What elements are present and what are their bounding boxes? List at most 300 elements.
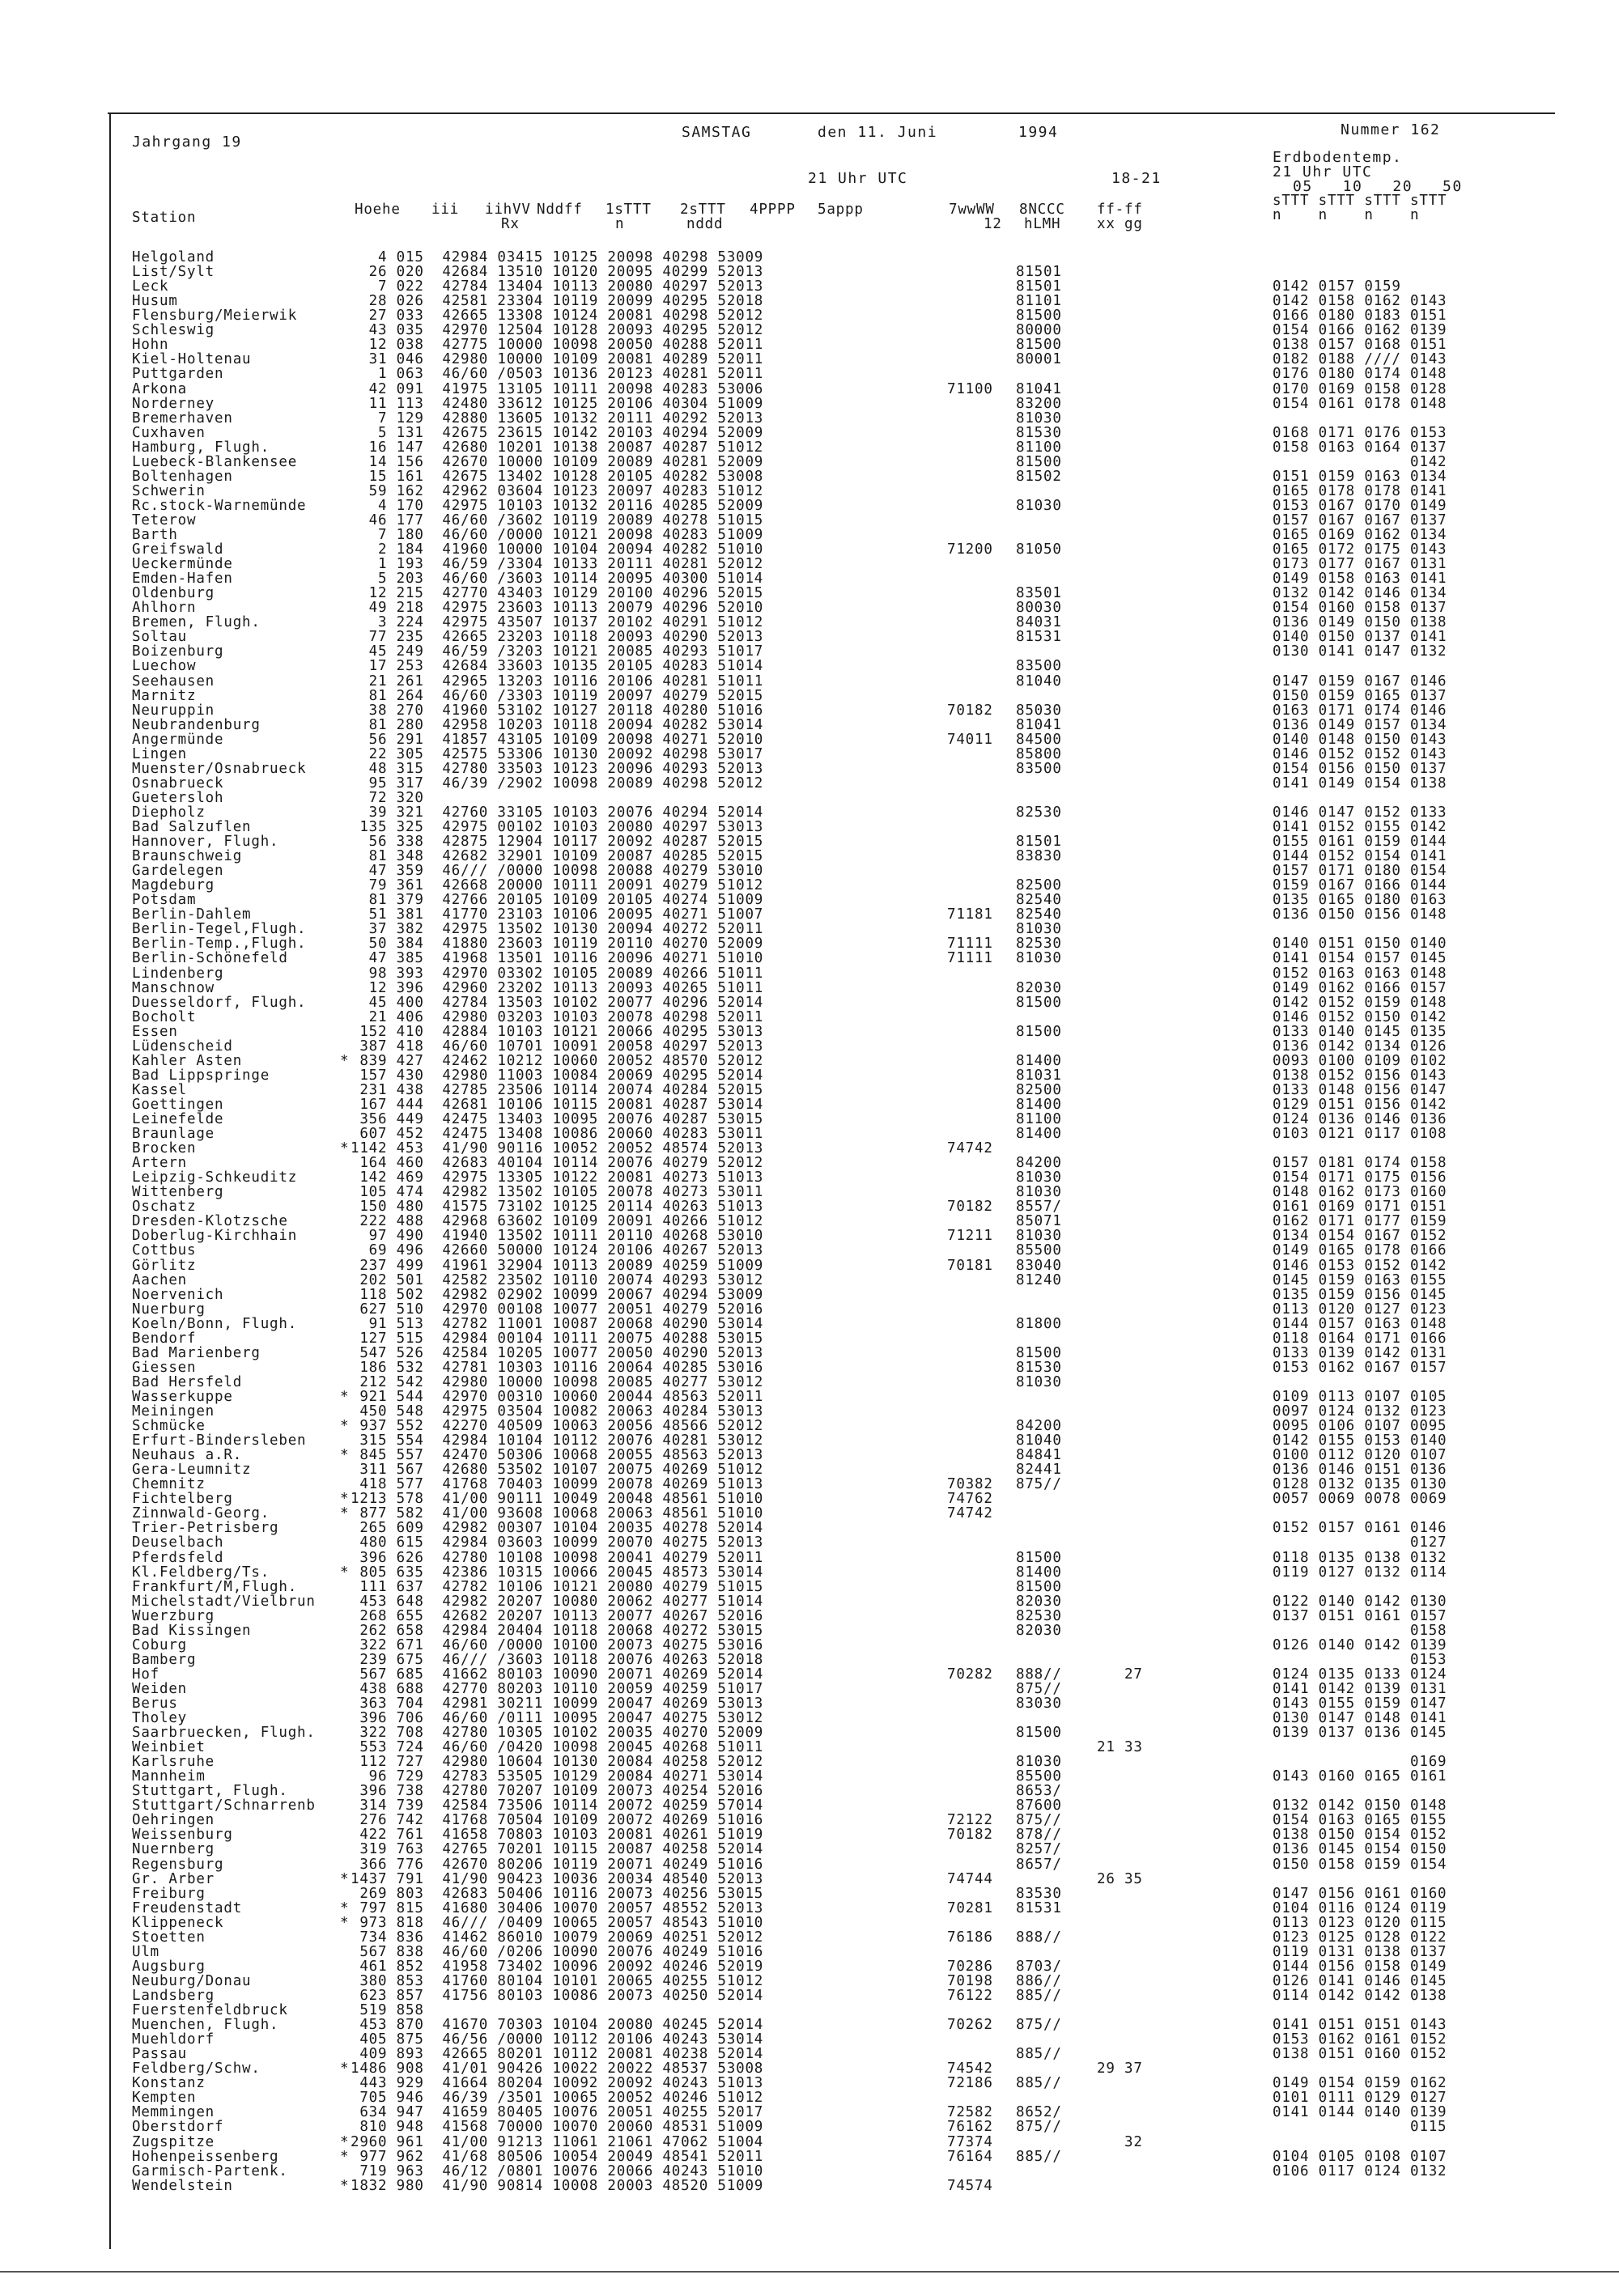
table-row xyxy=(0,382,1619,397)
synop-groups: 567 685 41662 80103 10090 20071 40269 52014 xyxy=(351,1666,764,1683)
soil-temperatures: 0128 0132 0135 0130 xyxy=(1273,1476,1447,1493)
station-name: Landsberg xyxy=(132,1988,215,2004)
soil-temperatures: 0106 0117 0124 0132 xyxy=(1273,2162,1447,2179)
soil-temperatures: 0124 0135 0133 0124 xyxy=(1273,1666,1447,1683)
soil-time: 21 Uhr UTC xyxy=(1273,163,1373,180)
table-row xyxy=(0,1390,1619,1404)
station-name: Stoetten xyxy=(132,1929,206,1946)
synop-groups: 519 858 xyxy=(351,2002,424,2018)
soil-temperatures: 0165 0169 0162 0134 xyxy=(1273,527,1447,543)
table-row xyxy=(0,1959,1619,1974)
station-name: Ahlhorn xyxy=(132,600,197,617)
synop-groups: 50 384 41880 23603 10119 20110 40270 52009 xyxy=(351,936,764,953)
table-row xyxy=(0,1185,1619,1199)
cloud-group: 8557/ xyxy=(1016,1199,1062,1216)
station-name: Goettingen xyxy=(132,1096,224,1113)
station-name: Weiden xyxy=(132,1680,188,1697)
cloud-group: 83200 xyxy=(1016,395,1062,412)
synop-groups: 810 948 41568 70000 10070 20060 48531 51009 xyxy=(351,2119,764,2136)
soil-temperatures: 0144 0157 0163 0148 xyxy=(1273,1315,1447,1332)
station-name: Gr. Arber xyxy=(132,1870,215,1887)
synop-groups: 634 947 41659 80405 10076 20051 40255 52017 xyxy=(351,2104,764,2121)
station-name: Aachen xyxy=(132,1271,188,1288)
synop-groups: 14 156 42670 10000 10109 20089 40281 52009 xyxy=(351,453,764,470)
soil-temperatures: 0157 0171 0180 0154 xyxy=(1273,863,1447,880)
table-row xyxy=(0,1433,1619,1448)
station-name: Neubrandenburg xyxy=(132,716,261,733)
soil-temperatures: 0138 0150 0154 0152 xyxy=(1273,1827,1447,1844)
station-name: Bad Lippspringe xyxy=(132,1067,270,1084)
table-row xyxy=(0,1682,1619,1696)
synop-groups: 2960 961 41/00 91213 11061 21061 47062 51004 xyxy=(351,2133,764,2150)
table-row xyxy=(0,1097,1619,1112)
soil-temperatures: 0144 0152 0154 0141 xyxy=(1273,848,1447,865)
synop-groups: 607 452 42475 13408 10086 20060 40283 53011 xyxy=(351,1126,764,1142)
synop-groups: 112 727 42980 10604 10130 20084 40258 52012 xyxy=(351,1754,764,1771)
station-name: Hamburg, Flugh. xyxy=(132,439,270,456)
synop-groups: 56 338 42875 12904 10117 20092 40287 52015 xyxy=(351,834,764,850)
soil-temperatures: 0153 0167 0170 0149 xyxy=(1273,497,1447,514)
synop-groups: 845 557 42470 50306 10068 20055 48563 52013 xyxy=(351,1447,764,1464)
table-row xyxy=(0,2179,1619,2193)
synop-groups: 222 488 42968 63602 10109 20091 40266 51012 xyxy=(351,1213,764,1230)
synop-groups: 15 161 42675 13402 10128 20105 40282 53008 xyxy=(351,468,764,485)
weather-group: 74742 xyxy=(947,1140,993,1156)
synop-groups: 269 803 42683 50406 10116 20073 40256 53015 xyxy=(351,1885,764,1902)
elevated-marker: * xyxy=(340,1564,350,1581)
synop-groups: 127 515 42984 00104 10111 20075 40288 53015 xyxy=(351,1330,764,1347)
synop-groups: 212 542 42980 10000 10098 20085 40277 53012 xyxy=(351,1373,764,1390)
station-name: Dresden-Klotzsche xyxy=(132,1213,288,1230)
weather-group: 74011 xyxy=(947,731,993,748)
cloud-group: 82530 xyxy=(1016,936,1062,953)
soil-temperatures: 0104 0116 0124 0119 xyxy=(1273,1899,1447,1916)
station-name: Lindenberg xyxy=(132,965,224,982)
soil-temperatures: 0097 0124 0132 0123 xyxy=(1273,1403,1447,1420)
soil-temperatures: 0154 0161 0178 0148 xyxy=(1273,395,1447,412)
cloud-group: 81400 xyxy=(1016,1052,1062,1069)
soil-temperatures: 0138 0157 0168 0151 xyxy=(1273,337,1447,354)
table-row xyxy=(0,2018,1619,2032)
synop-groups: 167 444 42681 10106 10115 20081 40287 53014 xyxy=(351,1096,764,1113)
cloud-group: 81240 xyxy=(1016,1271,1062,1288)
soil-temperatures: 0140 0151 0150 0140 xyxy=(1273,936,1447,953)
cloud-group: 81101 xyxy=(1016,293,1062,310)
cloud-group: 81530 xyxy=(1016,424,1062,441)
table-row xyxy=(0,674,1619,689)
table-row xyxy=(0,1916,1619,1930)
cloud-group: 80001 xyxy=(1016,351,1062,368)
soil-temperatures: 0168 0171 0176 0153 xyxy=(1273,424,1447,441)
soil-temperatures: 0119 0127 0132 0114 xyxy=(1273,1564,1447,1581)
soil-temperatures: 0173 0177 0167 0131 xyxy=(1273,556,1447,572)
station-name: Puttgarden xyxy=(132,366,224,383)
station-name: Nuernberg xyxy=(132,1841,215,1858)
wind-gust-group: 26 35 xyxy=(1097,1870,1143,1887)
soil-temperatures: 0114 0142 0142 0138 xyxy=(1273,1988,1447,2004)
synop-groups: 734 836 41462 86010 10079 20069 40251 52012 xyxy=(351,1929,764,1946)
cloud-group: 81100 xyxy=(1016,1111,1062,1127)
synop-groups: 38 270 41960 53102 10127 20118 40280 51016 xyxy=(351,702,764,719)
soil-temperatures: 0148 0162 0173 0160 xyxy=(1273,1184,1447,1201)
soil-temperatures: 0124 0136 0146 0136 xyxy=(1273,1111,1447,1127)
station-name: Braunschweig xyxy=(132,848,243,865)
soil-temperatures: 0142 0157 0159 xyxy=(1273,278,1401,295)
station-name: Diepholz xyxy=(132,804,206,821)
station-name: Leck xyxy=(132,278,169,295)
table-row xyxy=(0,1346,1619,1360)
station-name: Görlitz xyxy=(132,1257,197,1274)
station-name: Muenchen, Flugh. xyxy=(132,2017,279,2034)
station-name: Leinefelde xyxy=(132,1111,224,1127)
table-row xyxy=(0,250,1619,265)
soil-temperatures: 0146 0152 0152 0143 xyxy=(1273,745,1447,762)
weather-group: 74742 xyxy=(947,1505,993,1522)
station-name: Hannover, Flugh. xyxy=(132,834,279,850)
table-row xyxy=(0,586,1619,601)
elevated-marker: * xyxy=(340,1870,350,1887)
station-name: Angermünde xyxy=(132,731,224,748)
synop-groups: 1213 578 41/00 90111 10049 20048 48561 51010 xyxy=(351,1491,764,1508)
station-name: Wasserkuppe xyxy=(132,1388,233,1405)
table-row xyxy=(0,1156,1619,1170)
soil-temperatures: 0123 0125 0128 0122 xyxy=(1273,1929,1447,1946)
station-name: Erfurt-Bindersleben xyxy=(132,1432,307,1449)
station-name: Soltau xyxy=(132,629,188,646)
station-name: Berlin-Temp.,Flugh. xyxy=(132,936,307,953)
synop-groups: 311 567 42680 53502 10107 20075 40269 51012 xyxy=(351,1462,764,1479)
soil-temperatures: 0140 0150 0137 0141 xyxy=(1273,629,1447,646)
weather-group: 74542 xyxy=(947,2060,993,2077)
soil-temperatures: 0159 0167 0166 0144 xyxy=(1273,877,1447,894)
table-row xyxy=(0,1988,1619,2003)
cloud-group: 84841 xyxy=(1016,1447,1062,1464)
table-row xyxy=(0,1404,1619,1419)
weather-group: 71181 xyxy=(947,906,993,923)
cloud-group: 81030 xyxy=(1016,1169,1062,1186)
soil-temperatures: 0145 0159 0163 0155 xyxy=(1273,1271,1447,1288)
cloud-group: 82540 xyxy=(1016,906,1062,923)
station-name: Berus xyxy=(132,1695,178,1712)
soil-temperatures: 0149 0162 0166 0157 xyxy=(1273,979,1447,996)
synop-groups: 387 418 46/60 10701 10091 20058 40297 52013 xyxy=(351,1038,764,1055)
synop-groups: 157 430 42980 11003 10084 20069 40295 52014 xyxy=(351,1067,764,1084)
station-name: Hohenpeissenberg xyxy=(132,2148,279,2165)
date-label: den 11. Juni xyxy=(818,124,938,141)
station-name: Helgoland xyxy=(132,249,215,265)
station-name: Cuxhaven xyxy=(132,424,206,441)
synop-groups: 49 218 42975 23603 10113 20079 40296 52010 xyxy=(351,600,764,617)
weather-group: 70198 xyxy=(947,1972,993,1989)
table-row xyxy=(0,2061,1619,2076)
cloud-group: 82530 xyxy=(1016,1607,1062,1624)
station-name: Marnitz xyxy=(132,687,197,704)
station-name: Klippeneck xyxy=(132,1914,224,1931)
synop-groups: 97 490 41940 13502 10111 20110 40268 53010 xyxy=(351,1228,764,1245)
table-row xyxy=(0,1214,1619,1229)
station-name: Bamberg xyxy=(132,1651,197,1668)
table-row xyxy=(0,2164,1619,2179)
table-row xyxy=(0,1054,1619,1068)
cloud-group: 82030 xyxy=(1016,1622,1062,1639)
cloud-group: 81040 xyxy=(1016,673,1062,690)
table-row xyxy=(0,762,1619,776)
elevated-marker: * xyxy=(340,1447,350,1464)
soil-temperatures: 0154 0160 0158 0137 xyxy=(1273,600,1447,617)
station-name: Zugspitze xyxy=(132,2133,215,2150)
synop-groups: 237 499 41961 32904 10113 20089 40259 51009 xyxy=(351,1257,764,1274)
station-name: Oehringen xyxy=(132,1812,215,1829)
station-name: Norderney xyxy=(132,395,215,412)
station-name: Ulm xyxy=(132,1943,160,1960)
soil-temperatures: 0166 0180 0183 0151 xyxy=(1273,308,1447,325)
elevated-marker: * xyxy=(340,1491,350,1508)
cloud-group: 81500 xyxy=(1016,1023,1062,1040)
table-row xyxy=(0,397,1619,411)
weekday-label: SAMSTAG xyxy=(682,124,752,141)
table-row xyxy=(0,1769,1619,1784)
jahrgang-label: Jahrgang 19 xyxy=(132,134,242,151)
period-label: 18-21 xyxy=(1111,170,1162,187)
table-row xyxy=(0,1725,1619,1740)
soil-temperatures: 0149 0154 0159 0162 xyxy=(1273,2075,1447,2092)
soil-temperatures: 0169 xyxy=(1273,1754,1447,1771)
col-nccc: 8NCCC xyxy=(1019,202,1065,218)
cloud-group: 85500 xyxy=(1016,1768,1062,1785)
cloud-group: 83501 xyxy=(1016,585,1062,602)
soil-temperatures: 0150 0158 0159 0154 xyxy=(1273,1856,1447,1873)
soil-temperatures: 0147 0159 0167 0146 xyxy=(1273,673,1447,690)
soil-temperatures: 0150 0159 0165 0137 xyxy=(1273,687,1447,704)
cloud-group: 8257/ xyxy=(1016,1841,1062,1858)
synop-groups: 46 177 46/60 /3602 10119 20089 40278 51015 xyxy=(351,511,764,528)
table-row xyxy=(0,1638,1619,1653)
station-name: Barth xyxy=(132,527,178,543)
elevated-marker: * xyxy=(340,1418,350,1434)
table-row xyxy=(0,1229,1619,1243)
soil-temperatures: 0142 xyxy=(1273,453,1447,470)
table-row xyxy=(0,1141,1619,1156)
synop-groups: 396 738 42780 70207 10109 20073 40254 52016 xyxy=(351,1783,764,1800)
table-row xyxy=(0,484,1619,499)
soil-temperatures: 0165 0172 0175 0143 xyxy=(1273,541,1447,558)
synop-groups: 21 261 42965 13203 10116 20106 40281 51011 xyxy=(351,673,764,690)
cloud-group: 81031 xyxy=(1016,1067,1062,1084)
table-row xyxy=(0,294,1619,308)
weather-group: 70286 xyxy=(947,1958,993,1975)
station-name: Luechow xyxy=(132,658,197,675)
table-row xyxy=(0,1068,1619,1083)
cloud-group: 81500 xyxy=(1016,1578,1062,1595)
soil-temperatures: 0133 0140 0145 0135 xyxy=(1273,1023,1447,1040)
elevated-marker: * xyxy=(340,1388,350,1405)
synop-groups: 797 815 41680 30406 10070 20057 48552 52013 xyxy=(351,1899,764,1916)
synop-groups: 314 739 42584 73506 10114 20072 40259 57014 xyxy=(351,1797,764,1814)
soil-temperatures: 0153 0162 0161 0152 xyxy=(1273,2031,1447,2048)
station-name: Guetersloh xyxy=(132,789,224,806)
cloud-group: 84200 xyxy=(1016,1155,1062,1172)
soil-temperatures: 0136 0149 0150 0138 xyxy=(1273,614,1447,631)
cloud-group: 81500 xyxy=(1016,308,1062,325)
soil-temperatures: 0163 0171 0174 0146 xyxy=(1273,702,1447,719)
station-name: Lüdenscheid xyxy=(132,1038,233,1055)
soil-temperatures: 0141 0149 0154 0138 xyxy=(1273,775,1447,792)
soil-temperatures: 0152 0163 0163 0148 xyxy=(1273,965,1447,982)
table-row xyxy=(0,528,1619,542)
station-name: Stuttgart/Schnarrenb xyxy=(132,1797,316,1814)
soil-temperatures: 0101 0111 0129 0127 xyxy=(1273,2090,1447,2107)
table-row xyxy=(0,469,1619,484)
station-name: Bad Kissingen xyxy=(132,1622,252,1639)
cloud-group: 85800 xyxy=(1016,745,1062,762)
station-name: Artern xyxy=(132,1155,188,1172)
cloud-group: 8703/ xyxy=(1016,1958,1062,1975)
col-ttt1: 1sTTT xyxy=(606,202,652,218)
col-iii: iii xyxy=(431,202,460,218)
station-name: Nuerburg xyxy=(132,1301,206,1318)
table-row xyxy=(0,1273,1619,1288)
synop-groups: 7 022 42784 13404 10113 20080 40297 52013 xyxy=(351,278,764,295)
table-row xyxy=(0,2076,1619,2090)
table-row xyxy=(0,907,1619,922)
cloud-group: 875// xyxy=(1016,1680,1062,1697)
table-row xyxy=(0,1302,1619,1317)
cloud-group: 81030 xyxy=(1016,410,1062,427)
station-name: Berlin-Schönefeld xyxy=(132,950,288,967)
soil-temperatures: 0142 0155 0153 0140 xyxy=(1273,1432,1447,1449)
station-name: Hohn xyxy=(132,337,169,354)
cloud-group: 81500 xyxy=(1016,1549,1062,1566)
soil-depths: 05 10 20 50 xyxy=(1293,178,1463,195)
soil-temperatures: 0118 0164 0171 0166 xyxy=(1273,1330,1447,1347)
station-name: Wuerzburg xyxy=(132,1607,215,1624)
station-name: Tholey xyxy=(132,1710,188,1726)
table-row xyxy=(0,323,1619,337)
synop-groups: 480 615 42984 03603 10099 20070 40275 52013 xyxy=(351,1534,764,1551)
synop-groups: 453 648 42982 20207 10080 20062 40277 51014 xyxy=(351,1593,764,1610)
table-row xyxy=(0,1842,1619,1857)
table-row xyxy=(0,426,1619,440)
col-hoehe: Hoehe xyxy=(355,202,401,218)
col-nccc-sub: hLMH xyxy=(1024,216,1061,232)
synop-groups: 567 838 46/60 /0206 10090 20076 40249 51016 xyxy=(351,1943,764,1960)
soil-temperatures: 0136 0149 0157 0134 xyxy=(1273,716,1447,733)
synop-groups: 81 348 42682 32901 10109 20087 40285 52015 xyxy=(351,848,764,865)
table-row xyxy=(0,1827,1619,1842)
cloud-group: 83830 xyxy=(1016,848,1062,865)
table-row xyxy=(0,1580,1619,1594)
synop-groups: 111 637 42782 10106 10121 20080 40279 51015 xyxy=(351,1578,764,1595)
soil-temperatures: 0176 0180 0174 0148 xyxy=(1273,366,1447,383)
synop-groups: 47 385 41968 13501 10116 20096 40271 51010 xyxy=(351,950,764,967)
station-name: Muenster/Osnabrueck xyxy=(132,760,307,777)
table-row xyxy=(0,601,1619,615)
synop-groups: 43 035 42970 12504 10128 20093 40295 52012 xyxy=(351,322,764,339)
table-row xyxy=(0,1565,1619,1580)
table-row xyxy=(0,1813,1619,1827)
table-row xyxy=(0,805,1619,820)
synop-groups: 627 510 42970 00108 10077 20051 40279 52016 xyxy=(351,1301,764,1318)
synop-groups: 805 635 42386 10315 10066 20045 48573 53014 xyxy=(351,1564,764,1581)
station-name: Meiningen xyxy=(132,1403,215,1420)
cloud-group: 82500 xyxy=(1016,877,1062,894)
synop-groups: 27 033 42665 13308 10124 20081 40298 52012 xyxy=(351,308,764,325)
synop-groups: 262 658 42984 20404 10118 20068 40272 53015 xyxy=(351,1622,764,1639)
soil-temperatures: 0158 xyxy=(1273,1622,1447,1639)
cloud-group: 85030 xyxy=(1016,702,1062,719)
elevated-marker: * xyxy=(340,1140,350,1156)
table-row xyxy=(0,1506,1619,1521)
cloud-group: 875// xyxy=(1016,2017,1062,2034)
col-iihvv-sub: Rx xyxy=(501,216,520,232)
soil-temperatures: 0141 0142 0139 0131 xyxy=(1273,1680,1447,1697)
soil-temperatures: 0115 xyxy=(1273,2119,1447,2136)
col-pppp: 4PPPP xyxy=(750,202,796,218)
synop-groups: 705 946 46/39 /3501 10065 20052 40246 51012 xyxy=(351,2090,764,2107)
table-row xyxy=(0,1594,1619,1609)
col-www-sub: 12 xyxy=(984,216,1002,232)
station-name: Berlin-Dahlem xyxy=(132,906,252,923)
table-row xyxy=(0,1535,1619,1550)
synop-groups: 81 264 46/60 /3303 10119 20097 40279 52015 xyxy=(351,687,764,704)
soil-temperatures: 0093 0100 0109 0102 xyxy=(1273,1052,1447,1069)
cloud-group: 83030 xyxy=(1016,1695,1062,1712)
station-name: Giessen xyxy=(132,1359,197,1376)
soil-temperatures: 0135 0159 0156 0145 xyxy=(1273,1286,1447,1303)
table-row xyxy=(0,936,1619,951)
table-row xyxy=(0,1798,1619,1813)
cloud-group: 80000 xyxy=(1016,322,1062,339)
soil-temperatures: 0157 0181 0174 0158 xyxy=(1273,1155,1447,1172)
cloud-group: 81531 xyxy=(1016,629,1062,646)
cloud-group: 81041 xyxy=(1016,716,1062,733)
cloud-group: 875// xyxy=(1016,1476,1062,1493)
synop-groups: 4 170 42975 10103 10132 20116 40285 52009 xyxy=(351,497,764,514)
soil-temperatures: 0170 0169 0158 0128 xyxy=(1273,380,1447,397)
synop-groups: 396 706 46/60 /0111 10095 20047 40275 53012 xyxy=(351,1710,764,1726)
table-row xyxy=(0,966,1619,981)
cloud-group: 84031 xyxy=(1016,614,1062,631)
synop-groups: 105 474 42982 13502 10105 20078 40273 53011 xyxy=(351,1184,764,1201)
soil-temperatures: 0118 0135 0138 0132 xyxy=(1273,1549,1447,1566)
synop-groups: 1142 453 41/90 90116 10052 20052 48574 52013 xyxy=(351,1140,764,1156)
soil-temperatures: 0136 0150 0156 0148 xyxy=(1273,906,1447,923)
table-row xyxy=(0,703,1619,718)
soil-temperatures: 0130 0141 0147 0132 xyxy=(1273,643,1447,660)
cloud-group: 81500 xyxy=(1016,337,1062,354)
station-name: Hof xyxy=(132,1666,160,1683)
soil-temperatures: 0137 0151 0161 0157 xyxy=(1273,1607,1447,1624)
cloud-group: 82540 xyxy=(1016,892,1062,909)
synop-groups: 39 321 42760 33105 10103 20076 40294 52014 xyxy=(351,804,764,821)
table-row xyxy=(0,1930,1619,1945)
synop-groups: 443 929 41664 80204 10092 20092 40243 51013 xyxy=(351,2075,764,2092)
station-name: Doberlug-Kirchhain xyxy=(132,1228,298,1245)
soil-temperatures: 0126 0141 0146 0145 xyxy=(1273,1972,1447,1989)
station-name: Augsburg xyxy=(132,1958,206,1975)
synop-groups: 839 427 42462 10212 10060 20052 48570 52012 xyxy=(351,1052,764,1069)
synop-groups: 4 015 42984 03415 10125 20098 40298 53009 xyxy=(351,249,764,265)
synop-groups: 3 224 42975 43507 10137 20102 40291 51012 xyxy=(351,614,764,631)
wind-gust-group: 32 xyxy=(1097,2133,1143,2150)
synop-groups: 202 501 42582 23502 10110 20074 40293 53012 xyxy=(351,1271,764,1288)
soil-temperatures: 0113 0123 0120 0115 xyxy=(1273,1914,1447,1931)
table-row xyxy=(0,513,1619,528)
synop-groups: 418 577 41768 70403 10099 20078 40269 51013 xyxy=(351,1476,764,1493)
col-ttt1-sub: n xyxy=(615,216,625,232)
soil-temperatures: 0146 0153 0152 0142 xyxy=(1273,1257,1447,1274)
cloud-group: 83040 xyxy=(1016,1257,1062,1274)
